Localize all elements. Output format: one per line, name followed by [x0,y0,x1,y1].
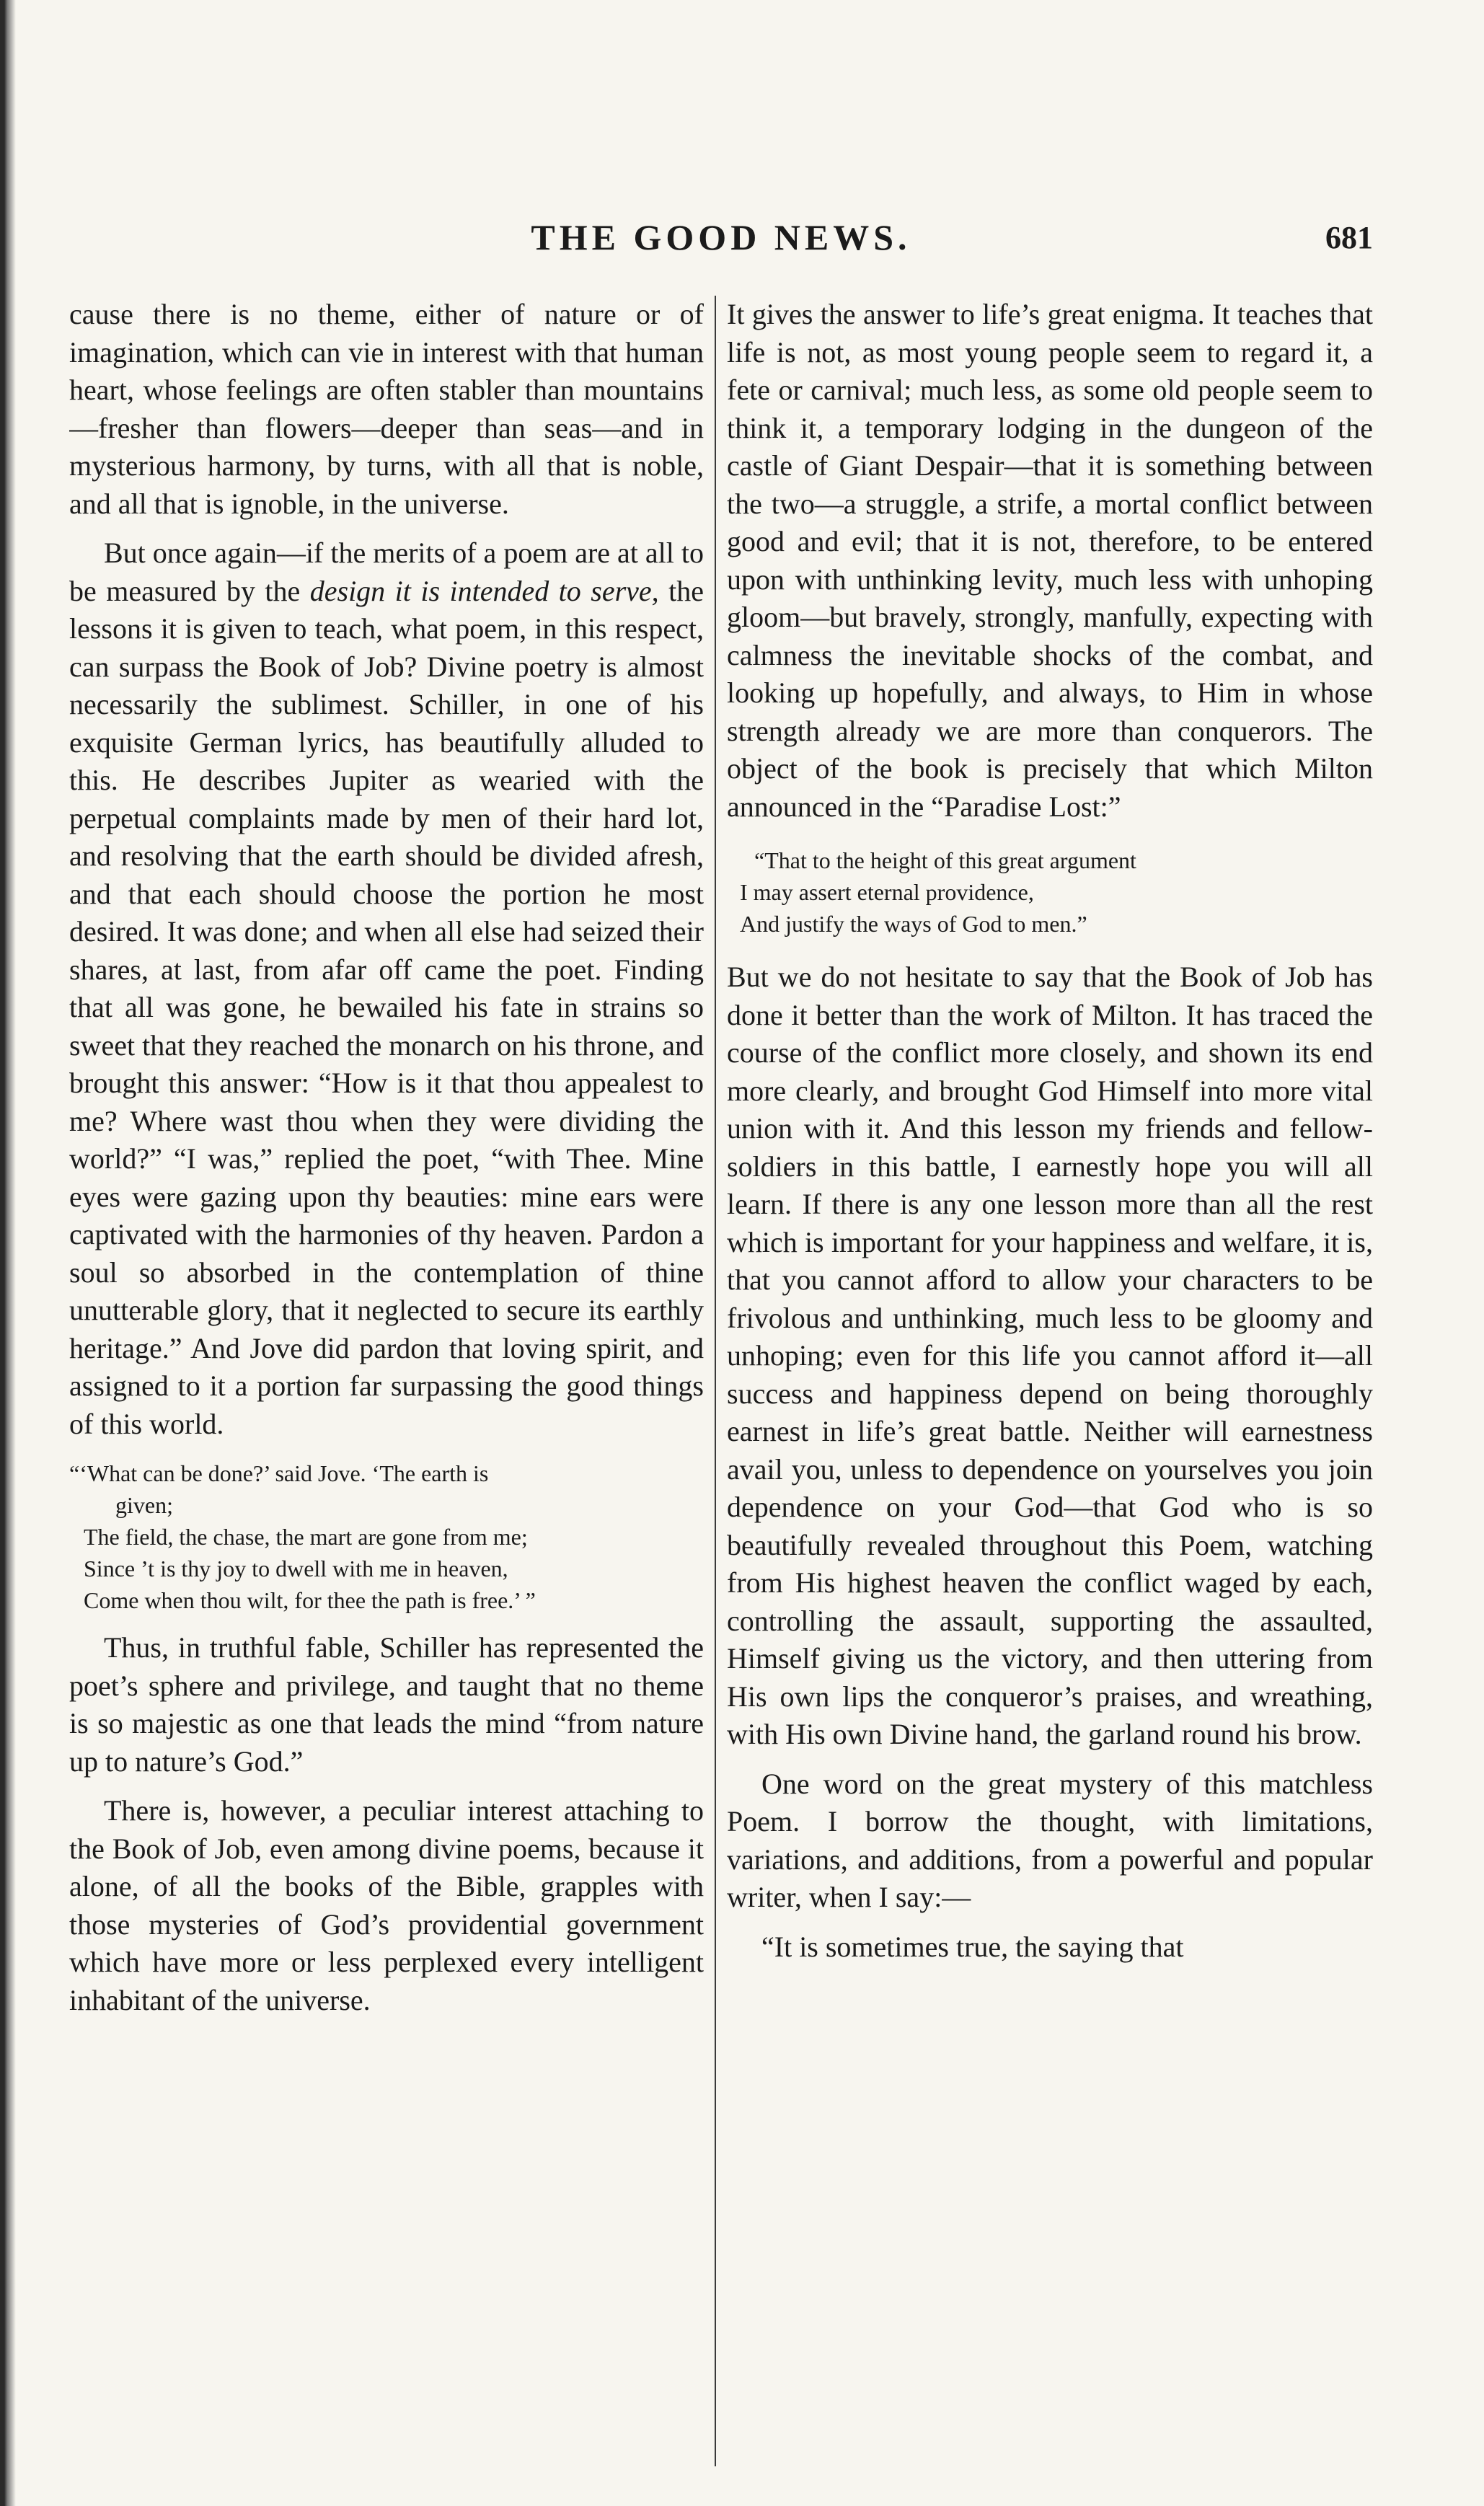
verse-line: Since ’t is thy joy to dwell with me in heaven, [84,1556,508,1581]
paragraph [69,534,704,1443]
verse-line: “‘What can be done?’ said Jove. ‘The earth is [69,1460,489,1486]
page-number: 681 [1325,220,1373,255]
verse-line: And justify the ways of God to men.” [740,911,1087,937]
running-header [69,216,1373,274]
running-title: THE GOOD NEWS. [531,217,911,257]
paragraph: cause there is no theme, either of nature or of imagination, which can vie in interest with that human heart, whose feelings are often stabler than mountains—fresher than flowers—deeper than seas—and in mysterious harmony, by turns, with all that is noble, and all that is ignoble, in the universe. [69,298,704,520]
text-run: the lessons it is given to teach, what poem, in this respect, can surpass the Book of Job? Divine poetry is almost necessarily the sublimest. Schiller, in one of his exquisite German lyrics, has beautifully alluded to this. He describes Jupiter as wearied with the perpetual complaints made by men of their hard lot, and resolving that the earth should be divided afresh, and that each should choose the portion he most desired. It was done; and when all else had seized their shares, at last, from afar off came the poet. Finding that all was gone, he bewailed his fate in strains so sweet that they reached the monarch on his throne, and brought this answer: “How is it that thou appealest to me? Where wast thou when they were dividing the world?” “I was,” replied the poet, “with Thee. Mine eyes were gazing upon thy beauties: mine ears were captivated with the harmonies of thy heaven. Pardon a soul so absorbed in the contemplation of thine unutterable glory, that it neglected to secure its earthly heritage.” And Jove did pardon that loving spirit, and assigned to it a portion far surpassing the good things of this world. [69,574,704,1440]
verse-line: I may assert eternal providence, [740,879,1034,905]
column-divider [715,296,716,2466]
text-run: But once again—if the merits of a poem are at all to be measured by the [69,537,704,607]
paragraph: But we do not hesitate to say that the Book of Job has done it better than the work of Milton. It has traced the course of the conflict more closely, and shown its end more clearly, and brought God Himself into more vital union with it. And this lesson my friends and fellow-soldiers in this battle, I earnestly hope you will all learn. If there is any one lesson more than all the rest which is important for your happiness and welfare, it is, that you cannot afford to allow your characters to be frivolous and unthinking, much less to be gloomy and unhoping; even for this life you cannot afford it—all success and happiness depend on being thoroughly earnest in life’s great battle. Neither will earnestness avail you, unless to dependence on yourselves you join dependence on your God—that God who is so beautifully revealed throughout this Poem, watching from His highest heaven the conflict waged by each, controlling the assault, supporting the assaulted, Himself giving us the victory, and then uttering from His own lips the conqueror’s praises, and wreathing, with His own Divine hand, the garland round his brow. [727,961,1373,1750]
left-column [69,296,704,2466]
right-column [727,296,1373,2466]
verse-line: given; [115,1492,173,1518]
binding-edge [0,0,16,2506]
paragraph: There is, however, a peculiar interest attaching to the Book of Job, even among divine poems, because it alone, of all the books of the Bible, grapples with those mysteries of God’s providential government which have more or less perplexed every intelligent inhabitant of the universe. [69,1794,704,2016]
paragraph: Thus, in truthful fable, Schiller has represented the poet’s sphere and privilege, and taught that no theme is so majestic as one that leads the mind “from nature up to nature’s God.” [69,1631,704,1778]
verse-line: Come when thou wilt, for thee the path is free.’ ” [84,1587,536,1613]
verse-quote [69,1457,704,1616]
paragraph: One word on the great mystery of this matchless Poem. I borrow the thought, with limitations, variations, and additions, from a powerful and popular writer, when I say:— [727,1767,1373,1913]
verse-line: The field, the chase, the mart are gone from me; [84,1524,528,1550]
emphasis-text: design it is intended to serve, [309,574,659,607]
verse-quote [740,844,1373,940]
paragraph: “It is sometimes true, the saying that [761,1930,1184,1963]
paragraph: It gives the answer to life’s great enigma. It teaches that life is not, as most young people seem to regard it, a fete or carnival; much less, as some old people seem to think it, a temporary lodging in the dungeon of the castle of Giant Despair—that it is something between the two—a struggle, a strife, a mortal conflict between good and evil; that it is not, therefore, to be entered upon with unthinking levity, much less with unhoping gloom—but bravely, strongly, manfully, expecting with calmness the inevitable shocks of the combat, and looking up hopefully, and always, to Him in whose strength already we are more than conquerors. The object of the book is precisely that which Milton announced in the “Paradise Lost:” [727,298,1373,823]
verse-line: “That to the height of this great argument [754,847,1136,873]
